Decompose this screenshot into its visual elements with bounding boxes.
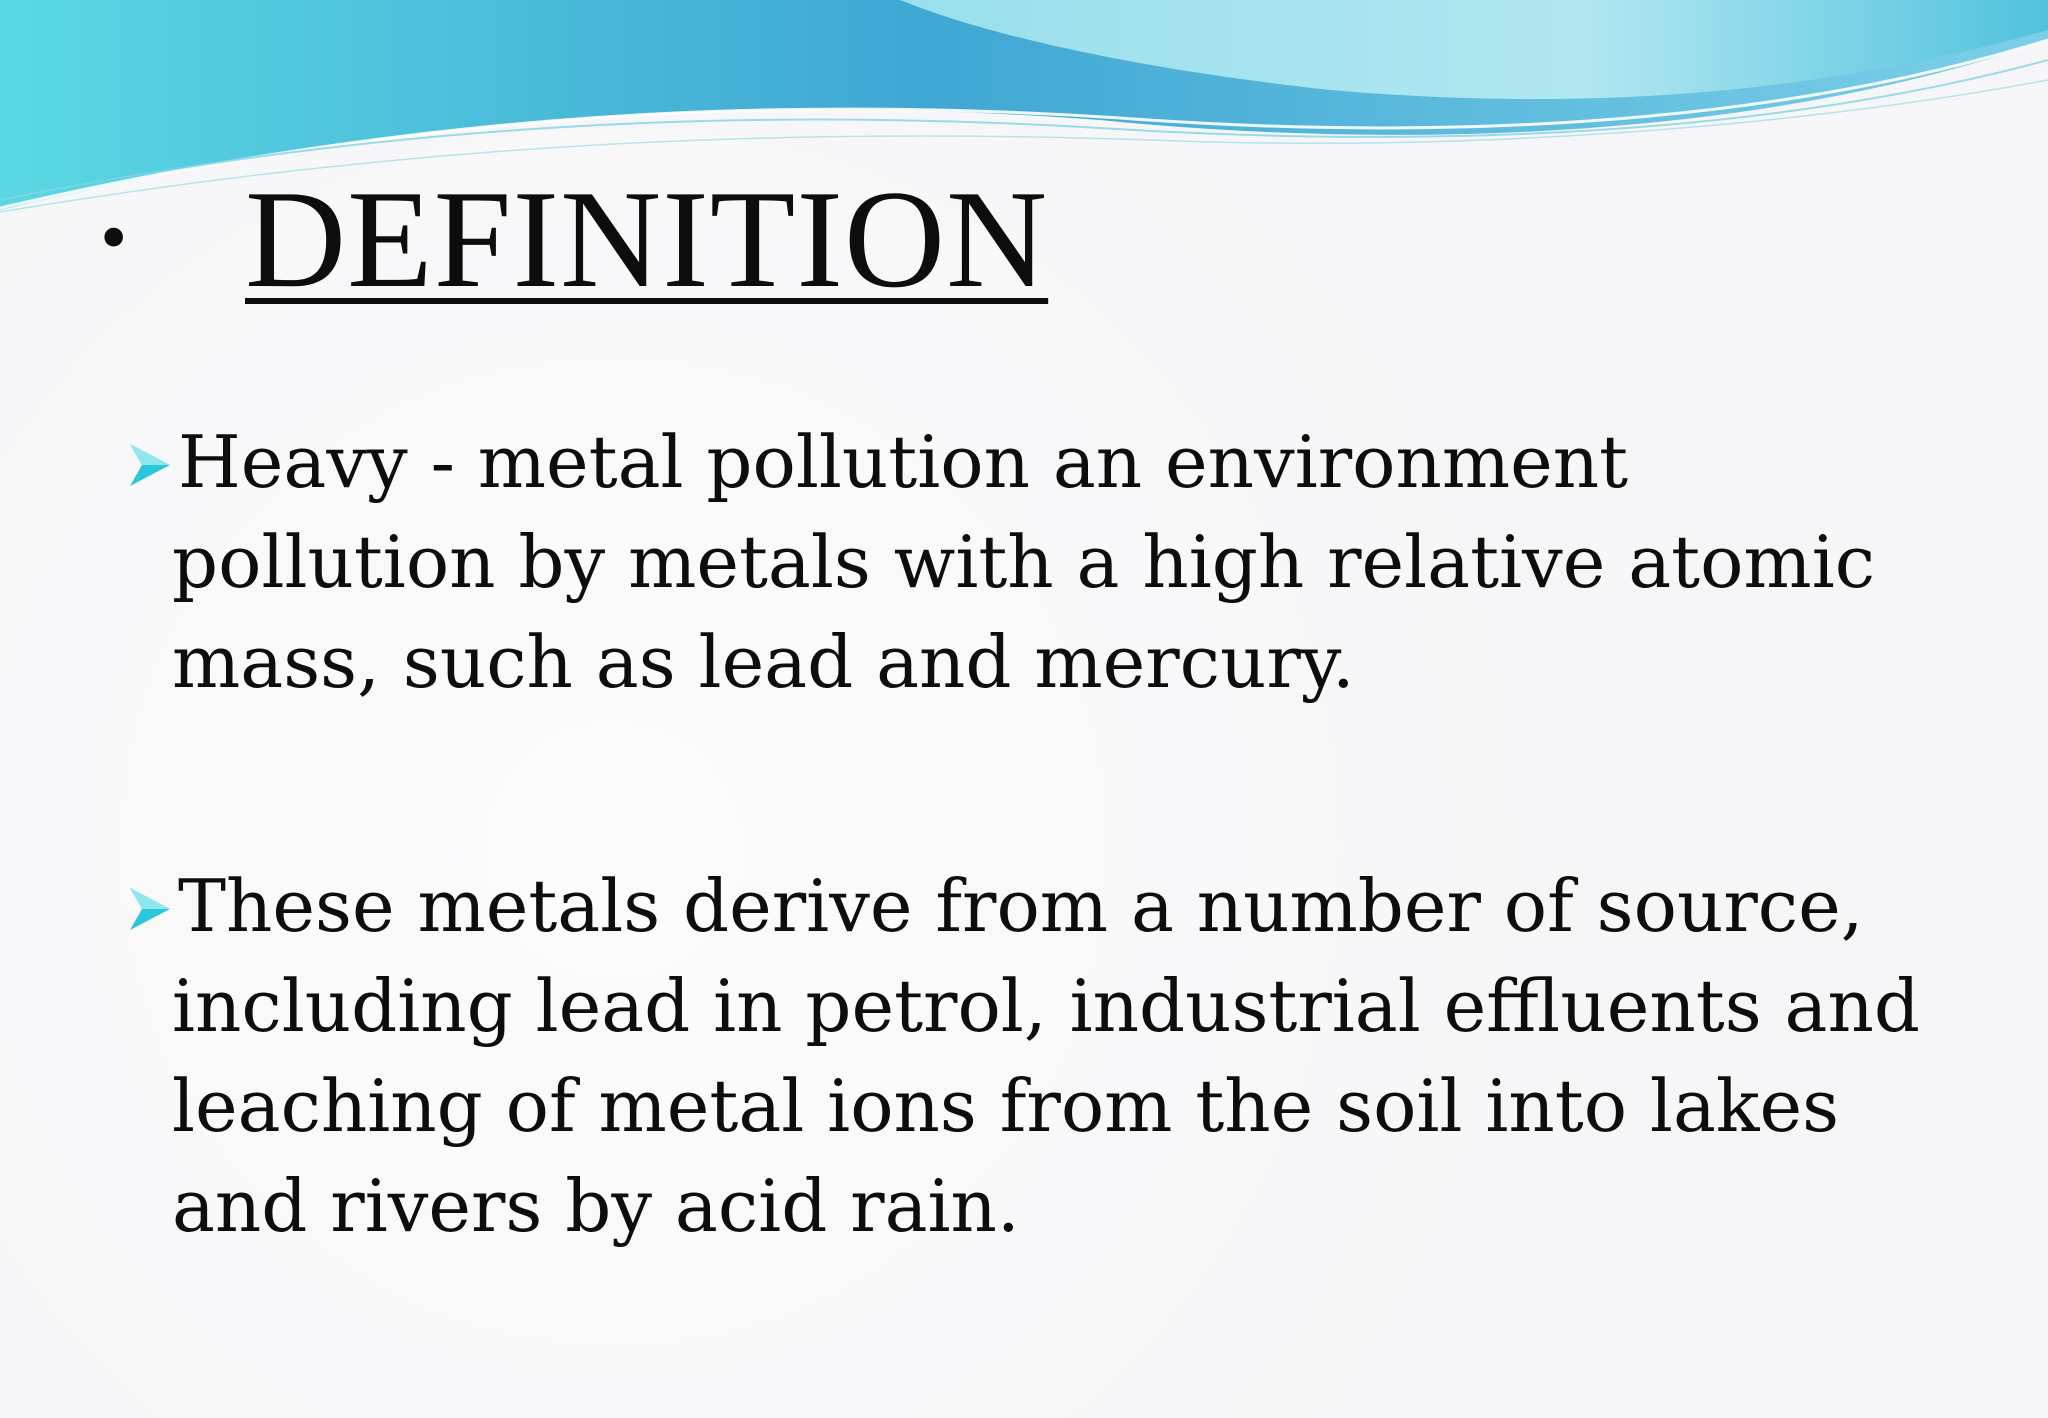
- bullet-line: mass, such as lead and mercury.: [172, 620, 1355, 704]
- slide-title: DEFINITION: [245, 162, 1049, 317]
- slide-title-row: [100, 162, 1049, 317]
- bullet-text: [172, 856, 2020, 1256]
- arrow-bullet-icon: [128, 886, 172, 932]
- arrow-bullet-icon: [128, 442, 172, 488]
- bullet-item: [128, 412, 1980, 712]
- bullet-line: pollution by metals with a high relative atomic: [172, 520, 1876, 604]
- bullet-text: [172, 412, 1980, 712]
- bullet-line: and rivers by acid rain.: [172, 1164, 1020, 1248]
- bullet-line: These metals derive from a number of source,: [178, 864, 1864, 948]
- title-bullet: •: [100, 193, 128, 280]
- bullet-item: [128, 856, 2020, 1256]
- bullet-line: Heavy - metal pollution an environment: [178, 420, 1629, 504]
- bullet-line: including lead in petrol, industrial effluents and: [172, 964, 1920, 1048]
- bullet-line: leaching of metal ions from the soil into lakes: [172, 1064, 1840, 1148]
